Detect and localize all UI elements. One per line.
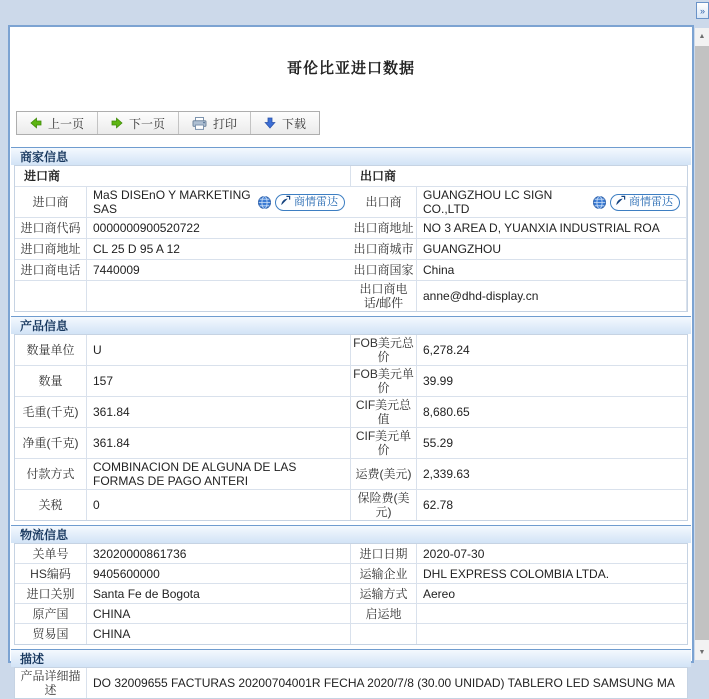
scrollbar-thumb[interactable]: [695, 46, 709, 640]
arrow-left-icon: [30, 117, 42, 129]
exporter-name: GUANGZHOU LC SIGN CO.,LTD: [423, 188, 553, 216]
globe-icon[interactable]: [593, 196, 606, 209]
business-radar-badge[interactable]: [610, 194, 680, 211]
importer-name: MaS DISEnO Y MARKETING SAS: [93, 188, 251, 216]
scroll-down-icon: ▼: [698, 648, 706, 656]
field-label: 运输企业: [351, 564, 417, 584]
radar-icon: [280, 195, 291, 210]
scroll-up-button[interactable]: [695, 28, 709, 44]
field-value: [417, 624, 687, 644]
radar-badge-label: 商情雷达: [629, 196, 673, 208]
radar-badge-label: 商情雷达: [294, 196, 338, 208]
merchant-section-title: 商家信息: [20, 150, 69, 164]
field-value: CHINA: [87, 604, 351, 624]
field-value: [87, 281, 351, 311]
arrow-right-icon: [111, 117, 123, 129]
chevron-right-icon: »: [699, 5, 705, 16]
field-value: COMBINACION DE ALGUNA DE LAS FORMAS DE PAGO ANTERI: [87, 459, 351, 490]
field-label: 进口商: [15, 187, 87, 218]
description-section-title: 描述: [20, 652, 45, 666]
field-value: Santa Fe de Bogota: [87, 584, 351, 604]
field-label: 进口商代码: [15, 218, 87, 239]
field-value: 32020000861736: [87, 544, 351, 564]
field-label: 出口商地址: [351, 218, 417, 239]
field-label: FOB美元总价: [351, 335, 417, 366]
field-label: 进口关别: [15, 584, 87, 604]
merchant-table: [14, 165, 688, 312]
field-value: 9405600000: [87, 564, 351, 584]
field-label: 付款方式: [15, 459, 87, 490]
field-label: 关税: [15, 490, 87, 520]
field-label: [351, 624, 417, 644]
field-value: 39.99: [417, 366, 687, 397]
field-label: 进口商地址: [15, 239, 87, 260]
field-label: 出口商城市: [351, 239, 417, 260]
importer-column-header: 进口商: [15, 166, 351, 187]
field-value: 2020-07-30: [417, 544, 687, 564]
field-label: [15, 281, 87, 311]
merchant-section-header: [11, 147, 691, 165]
field-value: 0: [87, 490, 351, 520]
field-value: anne@dhd-display.cn: [417, 281, 687, 311]
field-value: 361.84: [87, 397, 351, 428]
product-description-value: DO 32009655 FACTURAS 20200704001R FECHA 2020/7/8 (30.00 UNIDAD) TABLERO LED SAMSUNG MA: [93, 676, 675, 690]
print-button[interactable]: [179, 112, 251, 134]
field-label: 产品详细描述: [15, 668, 87, 698]
exporter-name-cell: [417, 187, 687, 218]
importer-name-cell: [87, 187, 351, 218]
prev-page-label: 上一页: [48, 116, 85, 131]
field-value: 55.29: [417, 428, 687, 459]
field-label: CIF美元单价: [351, 428, 417, 459]
field-label: 关单号: [15, 544, 87, 564]
field-value: DHL EXPRESS COLOMBIA LTDA.: [417, 564, 687, 584]
field-value: 361.84: [87, 428, 351, 459]
collapse-panel-button[interactable]: [696, 2, 709, 19]
field-value: 0000000900520722: [87, 218, 351, 239]
field-label: 出口商电话/邮件: [351, 281, 417, 311]
field-label: 数量: [15, 366, 87, 397]
field-value: 2,339.63: [417, 459, 687, 490]
field-value: NO 3 AREA D, YUANXIA INDUSTRIAL ROA: [417, 218, 687, 239]
field-label: 进口日期: [351, 544, 417, 564]
field-label: 原产国: [15, 604, 87, 624]
product-section-header: [11, 316, 691, 334]
field-label: 启运地: [351, 604, 417, 624]
print-label: 打印: [213, 116, 238, 131]
import-record-panel: [8, 25, 694, 697]
product-section-title: 产品信息: [20, 319, 69, 333]
field-label: 出口商: [351, 187, 417, 218]
logistics-section-title: 物流信息: [20, 528, 69, 542]
field-label: 进口商电话: [15, 260, 87, 281]
field-value: China: [417, 260, 687, 281]
field-value: 157: [87, 366, 351, 397]
field-label: CIF美元总值: [351, 397, 417, 428]
printer-icon: [192, 117, 207, 130]
exporter-column-header: 出口商: [351, 166, 687, 187]
logistics-table: [14, 543, 688, 645]
vertical-scrollbar[interactable]: [695, 28, 709, 660]
scroll-down-button[interactable]: [695, 644, 709, 660]
field-label: 数量单位: [15, 335, 87, 366]
field-label: 保险费(美元): [351, 490, 417, 520]
field-value: 6,278.24: [417, 335, 687, 366]
description-table: [14, 667, 688, 699]
next-page-label: 下一页: [129, 116, 166, 131]
page-title: 哥伦比亚进口数据: [286, 60, 415, 77]
scroll-up-icon: ▲: [698, 32, 706, 40]
field-value: 62.78: [423, 498, 454, 512]
field-value: GUANGZHOU: [417, 239, 687, 260]
field-value: 8,680.65: [417, 397, 687, 428]
field-value: [417, 604, 687, 624]
field-value: CHINA: [87, 624, 351, 644]
business-radar-badge[interactable]: [275, 194, 345, 211]
prev-page-button[interactable]: [17, 112, 98, 134]
field-label: HS编码: [15, 564, 87, 584]
field-value: U: [87, 335, 351, 366]
next-page-button[interactable]: [98, 112, 179, 134]
download-button[interactable]: [251, 112, 319, 134]
field-label: 贸易国: [15, 624, 87, 644]
product-table: [14, 334, 688, 521]
field-label: 净重(千克): [15, 428, 87, 459]
field-value: Aereo: [417, 584, 687, 604]
arrow-down-icon: [264, 117, 276, 129]
logistics-section-header: [11, 525, 691, 543]
description-section-header: [11, 649, 691, 667]
field-label: 出口商国家: [351, 260, 417, 281]
field-label: 毛重(千克): [15, 397, 87, 428]
radar-icon: [615, 195, 626, 210]
field-value: 7440009: [87, 260, 351, 281]
pager-toolbar: [16, 111, 320, 135]
download-label: 下载: [282, 116, 307, 131]
field-label: 运费(美元): [351, 459, 417, 490]
field-value: CL 25 D 95 A 12: [87, 239, 351, 260]
globe-icon[interactable]: [258, 196, 271, 209]
field-label: 运输方式: [351, 584, 417, 604]
field-label: FOB美元单价: [351, 366, 417, 397]
